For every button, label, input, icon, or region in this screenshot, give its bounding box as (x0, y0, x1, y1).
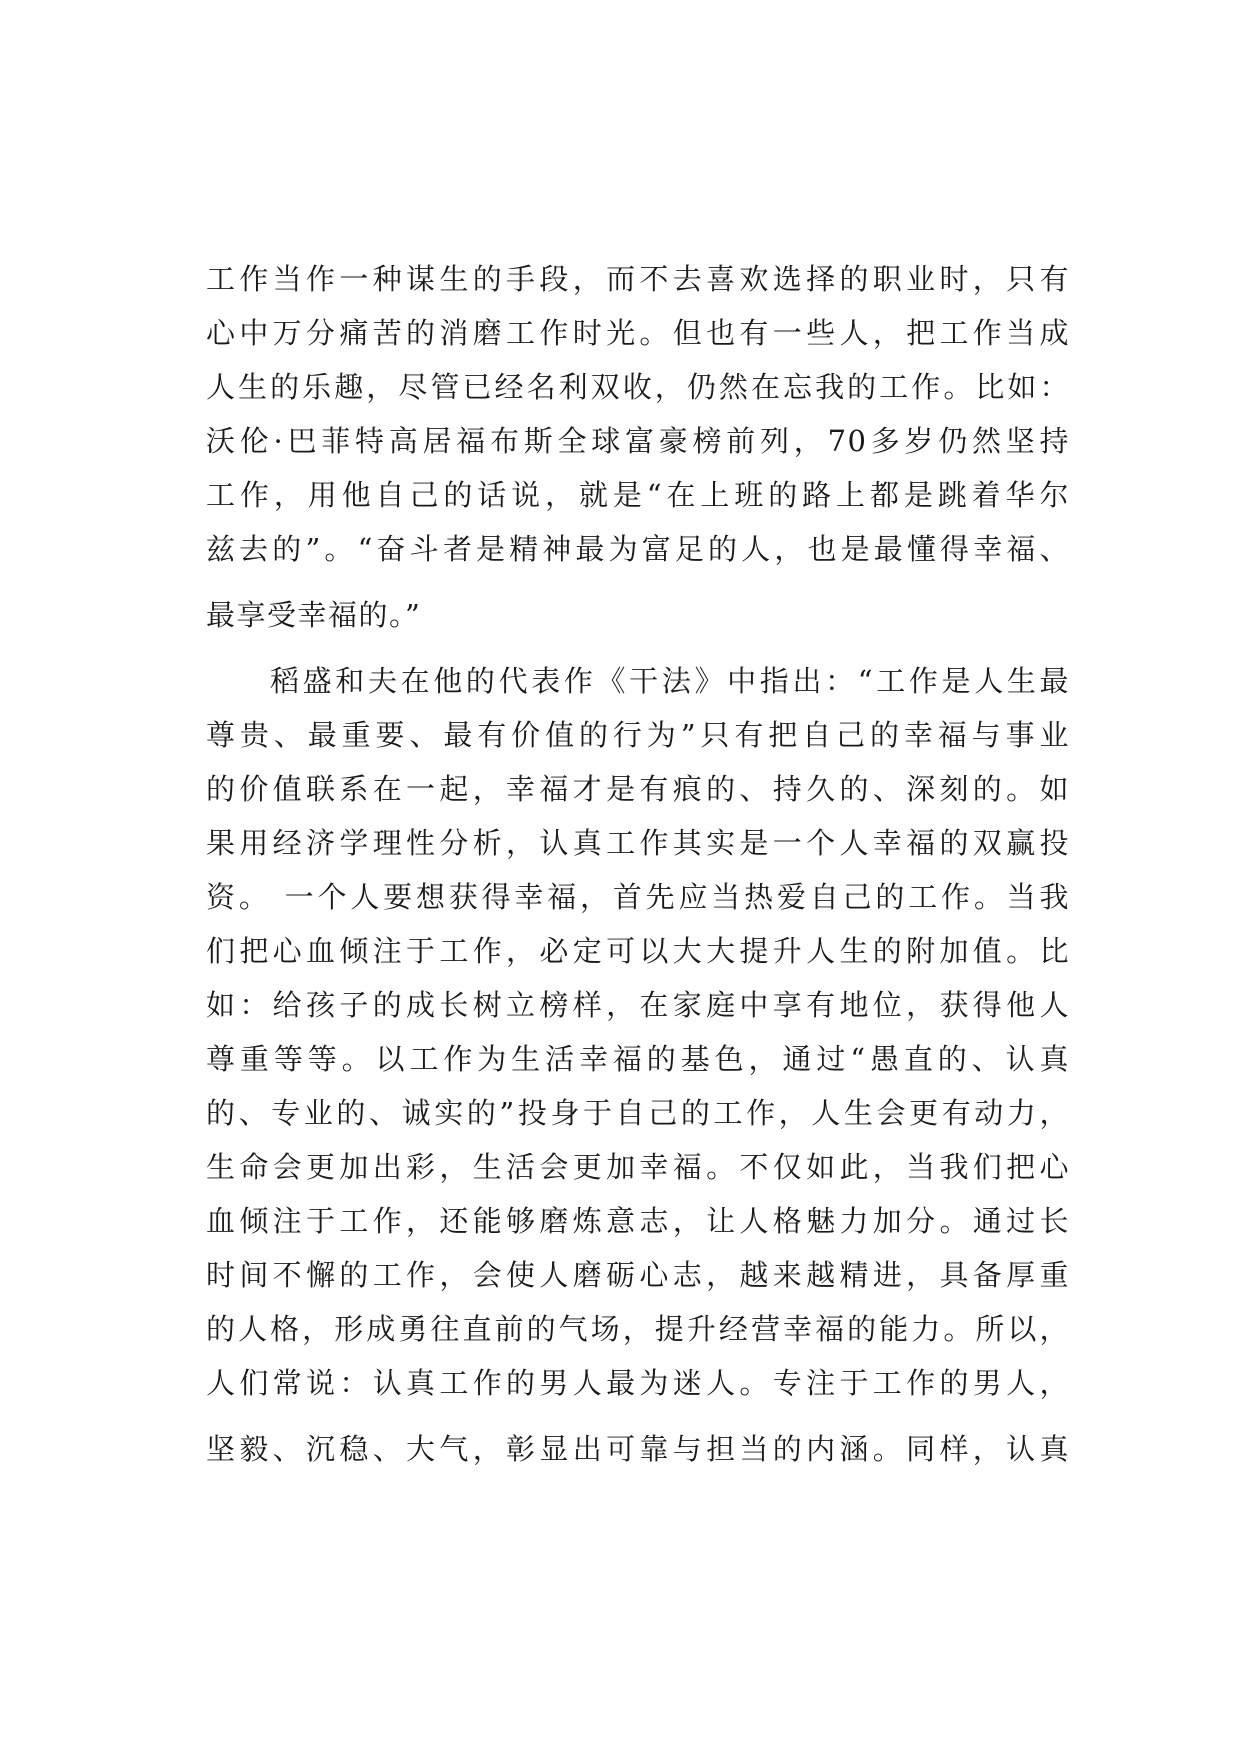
text-line: 的、专业的、诚实的”投身于自己的工作，人生会更有动力， (206, 1096, 1070, 1130)
text-line: 兹去的”。“奋斗者是精神最为富足的人，也是最懂得幸福、 (206, 532, 1070, 566)
text-line: 心中万分痛苦的消磨工作时光。但也有一些人，把工作当成 (206, 316, 1070, 350)
text-line: 时间不懈的工作，会使人磨砺心志，越来越精进，具备厚重 (206, 1258, 1070, 1292)
text-line: 的人格，形成勇往直前的气场，提升经营幸福的能力。所以， (206, 1312, 1070, 1346)
paragraph-1 (206, 252, 1070, 642)
text-line: 人们常说：认真工作的男人最为迷人。专注于工作的男人， (206, 1366, 1070, 1400)
text-line: 们把心血倾注于工作，必定可以大大提升人生的附加值。比 (206, 934, 1070, 968)
text-line: 工作，用他自己的话说，就是“在上班的路上都是跳着华尔 (206, 478, 1070, 512)
text-line: 工作当作一种谋生的手段，而不去喜欢选择的职业时，只有 (206, 262, 1070, 296)
body-text (206, 252, 1070, 1476)
text-line: 尊重等等。以工作为生活幸福的基色，通过“愚直的、认真 (206, 1042, 1070, 1076)
text-line: 最享受幸福的。” (206, 598, 422, 632)
text-line: 血倾注于工作，还能够磨炼意志，让人格魅力加分。通过长 (206, 1204, 1070, 1238)
paragraph-2 (206, 654, 1070, 1476)
text-line: 稻盛和夫在他的代表作《干法》中指出：“工作是人生最 (270, 664, 1070, 698)
text-line: 资。 一个人要想获得幸福，首先应当热爱自己的工作。当我 (206, 880, 1070, 914)
text-line: 如：给孩子的成长树立榜样，在家庭中享有地位，获得他人 (206, 988, 1070, 1022)
text-line: 坚毅、沉稳、大气，彰显出可靠与担当的内涵。同样，认真 (206, 1432, 1070, 1466)
text-line: 生命会更加出彩，生活会更加幸福。不仅如此，当我们把心 (206, 1150, 1070, 1184)
text-line: 人生的乐趣，尽管已经名利双收，仍然在忘我的工作。比如： (206, 370, 1070, 404)
text-line: 果用经济学理性分析，认真工作其实是一个人幸福的双赢投 (206, 826, 1070, 860)
text-line: 尊贵、最重要、最有价值的行为”只有把自己的幸福与事业 (206, 718, 1070, 752)
text-line: 的价值联系在一起，幸福才是有痕的、持久的、深刻的。如 (206, 772, 1070, 806)
text-line: 沃伦·巴菲特高居福布斯全球富豪榜前列，70多岁仍然坚持 (206, 424, 1070, 458)
